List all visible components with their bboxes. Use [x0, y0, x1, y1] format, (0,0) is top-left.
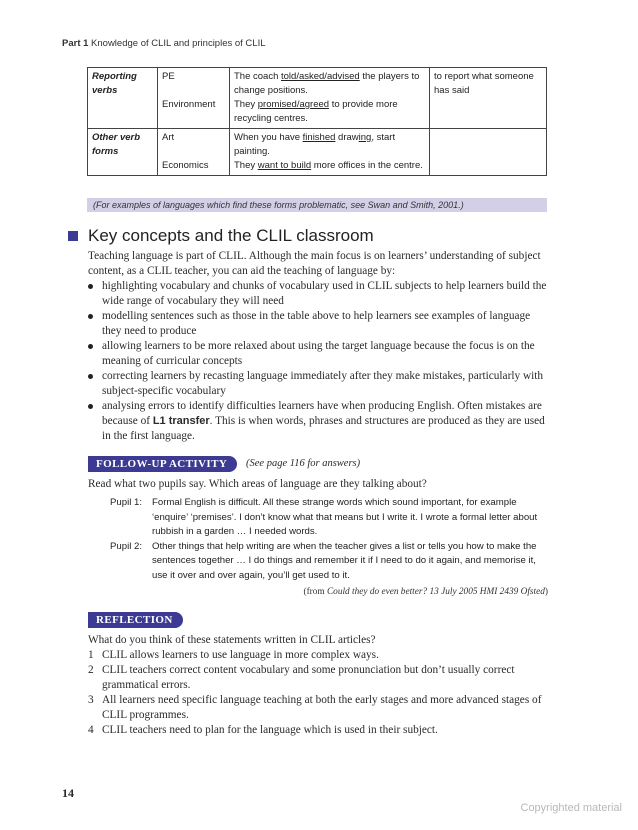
subject-cell: Environment: [162, 99, 216, 110]
list-item: allowing learners to be more relaxed about using the target language because the focus is on the meaning of curricular concepts: [88, 339, 550, 369]
list-item: 1 CLIL allows learners to use language in more complex ways.: [88, 649, 379, 661]
reflection-list: [88, 648, 550, 738]
speaker-label: Pupil 2:: [110, 540, 142, 552]
table-note: (For examples of languages which find these forms problematic, see Swan and Smith, 2001.): [87, 198, 547, 212]
section-heading-text: Key concepts and the CLIL classroom: [88, 226, 374, 245]
row-category: Other verb forms: [88, 129, 158, 176]
list-item: highlighting vocabulary and chunks of vocabulary used in CLIL subjects to help learners build the wide range of vocabulary they will need: [88, 279, 550, 309]
example-sentence: They promised/agreed to provide more recycling centres.: [234, 99, 398, 124]
pupil-quotes: [110, 496, 550, 583]
bullet-dot-icon: [88, 404, 93, 409]
quote-source: (from Could they do even better? 13 July 2005 HMI 2439 Ofsted): [303, 587, 548, 597]
bullet-dot-icon: [88, 374, 93, 379]
bullet-dot-icon: [88, 284, 93, 289]
purpose-cell: [430, 129, 547, 176]
quote-text: Other things that help writing are when the teacher gives a list or tells you how to make the sentences together … I do things and remember it if I need to do it again, and memorise it, use it over and over again, you’ll get used to it.: [152, 540, 537, 581]
follow-up-note: (See page 116 for answers): [246, 458, 361, 469]
quote-text: Formal English is difficult. All these strange words which sound important, for example ‘enquire’ ‘premises’. I don’t know what that means but I write it. I wrote a formal letter about rubbish in a garden … I needed words.: [152, 497, 538, 537]
example-sentence: They want to build more offices in the centre.: [234, 160, 423, 171]
part-title: Knowledge of CLIL and principles of CLIL: [91, 38, 266, 49]
bullet-dot-icon: [88, 314, 93, 319]
copyright-watermark: Copyrighted material: [520, 802, 622, 814]
example-sentence: When you have finished drawing, start painting.: [234, 132, 396, 157]
part-label: Part 1: [62, 38, 89, 49]
subject-cell: PE: [162, 71, 175, 82]
section-intro: Teaching language is part of CLIL. Although the main focus is on learners’ understanding of subject content, as a CLIL teacher, you can aid the teaching of language by:: [88, 250, 541, 277]
table-row: [88, 129, 547, 176]
page-number: 14: [62, 786, 74, 800]
section-heading: [68, 226, 374, 246]
reflection-label: REFLECTION: [88, 612, 183, 628]
row-category: Reporting verbs: [88, 68, 158, 129]
list-item: 4 CLIL teachers need to plan for the language which is used in their subject.: [88, 724, 438, 736]
key-term: L1 transfer: [152, 415, 210, 427]
follow-up-activity-label: FOLLOW-UP ACTIVITY: [88, 456, 237, 472]
bullet-list: [88, 279, 550, 444]
speaker-label: Pupil 1:: [110, 497, 142, 508]
list-item: correcting learners by recasting language immediately after they make mistakes, particularly with subject-specific vocabulary: [88, 369, 550, 399]
quote-turn: [110, 540, 550, 584]
table-row: [88, 68, 547, 129]
list-item: analysing errors to identify difficulties learners have when producing English. Often mistakes are because of L1 transfer. This is when words, phrases and structures are produced as they are used in the first language.: [88, 399, 550, 444]
example-sentence: The coach told/asked/advised the players to change positions.: [234, 71, 420, 96]
list-item: 3 All learners need specific language teaching at both the early stages and more advanced stages of CLIL programmes.: [88, 694, 542, 721]
reflection-question: What do you think of these statements written in CLIL articles?: [88, 634, 376, 646]
subject-cell: Economics: [162, 160, 209, 171]
purpose-cell: to report what someone has said: [430, 68, 547, 129]
subject-cell: Art: [162, 132, 175, 143]
list-item: 2 CLIL teachers correct content vocabulary and some pronunciation but don’t usually correct grammatical errors.: [88, 664, 515, 691]
running-head: [62, 38, 266, 49]
square-bullet-icon: [68, 231, 78, 241]
follow-up-question: Read what two pupils say. Which areas of language are they talking about?: [88, 478, 427, 490]
list-item: modelling sentences such as those in the table above to help learners see examples of language they need to produce: [88, 309, 550, 339]
bullet-dot-icon: [88, 344, 93, 349]
quote-turn: [110, 496, 550, 540]
verb-forms-table: [87, 67, 547, 176]
